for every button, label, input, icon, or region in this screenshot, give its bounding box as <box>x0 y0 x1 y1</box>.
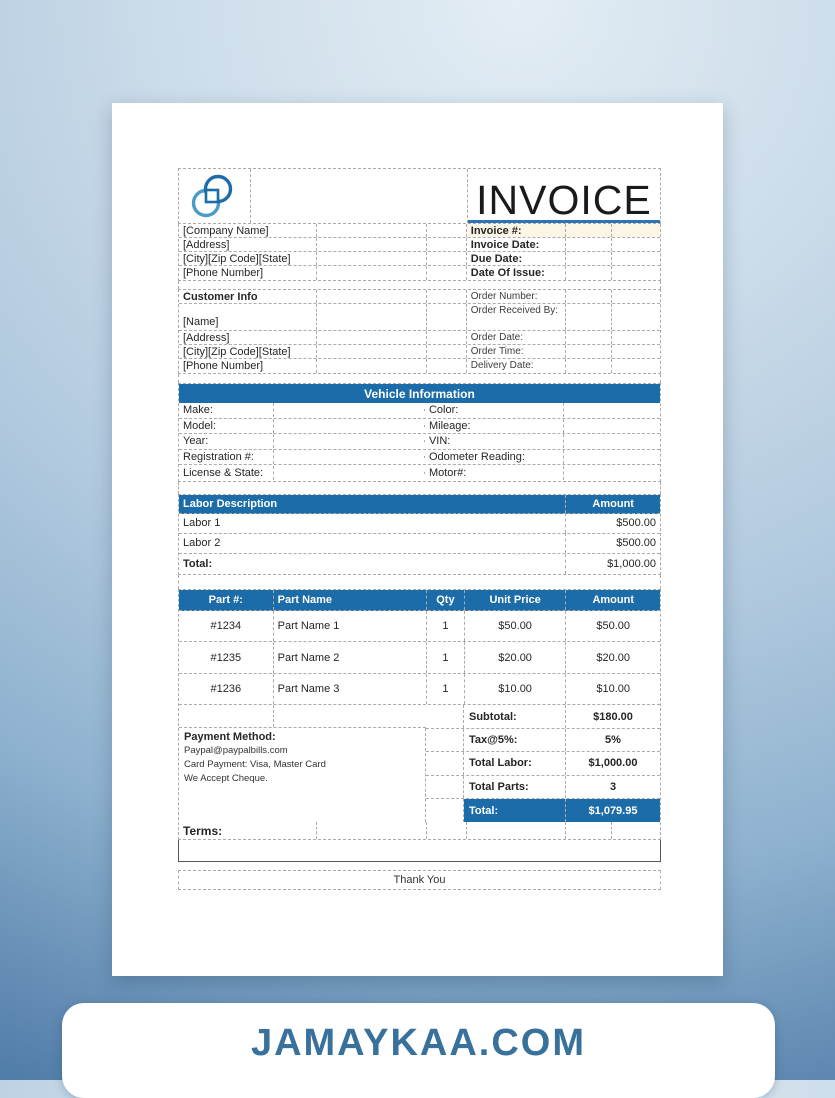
odometer-label: Odometer Reading: <box>425 450 564 464</box>
registration-label: Registration #: <box>179 450 274 464</box>
part-row <box>179 642 660 674</box>
terms-entry-box <box>178 840 661 862</box>
part-amount: $20.00 <box>596 651 631 664</box>
total-parts-value: 3 <box>609 780 617 793</box>
part-name: Part Name 3 <box>274 674 427 705</box>
labor-total-label: Total: <box>179 554 566 574</box>
company-address: [Address] <box>179 238 317 251</box>
part-row <box>179 674 660 706</box>
company-phone: [Phone Number] <box>179 266 317 280</box>
payment-method-block <box>179 728 426 822</box>
total-labor-value: $1,000.00 <box>588 757 638 770</box>
subtotal-value: $180.00 <box>593 710 633 723</box>
payment-line-paypal: Paypal@paypalbills.com <box>184 745 288 757</box>
labor-row <box>179 534 660 554</box>
payment-method-heading: Payment Method: <box>184 731 276 744</box>
part-qty: 1 <box>427 611 465 642</box>
thank-you-row: Thank You <box>178 870 661 890</box>
labor-row <box>179 514 660 534</box>
tax-label: Tax@5%: <box>464 729 566 751</box>
tax-value: 5% <box>605 734 621 747</box>
header-row <box>179 169 660 223</box>
invoice-number-label: Invoice #: <box>467 224 567 237</box>
part-number: #1236 <box>179 674 274 705</box>
part-name-header: Part Name <box>274 590 427 610</box>
site-banner <box>62 1003 775 1098</box>
labor-amount: $500.00 <box>616 517 656 530</box>
labor-total-amount: $1,000.00 <box>607 557 656 570</box>
site-name: JAMAYKAA.COM <box>250 1022 587 1064</box>
mileage-label: Mileage: <box>425 419 564 433</box>
part-name: Part Name 2 <box>274 642 427 673</box>
part-unit-price: $50.00 <box>465 611 567 642</box>
payment-line-card: Card Payment: Visa, Master Card <box>184 759 326 771</box>
customer-name: [Name] <box>179 304 317 330</box>
total-labor-label: Total Labor: <box>464 752 566 774</box>
labor-description: Labor 2 <box>179 533 566 553</box>
company-info-section <box>178 224 661 281</box>
labor-description: Labor 1 <box>179 513 566 533</box>
amount-header: Amount <box>592 593 634 606</box>
delivery-date-label: Delivery Date: <box>467 359 567 373</box>
make-label: Make: <box>179 403 274 417</box>
interlocked-circles-logo-icon <box>189 173 237 221</box>
grand-total-label: Total: <box>464 799 566 822</box>
labor-amount-header: Amount <box>592 497 634 510</box>
part-amount: $10.00 <box>596 683 631 696</box>
header-spacer <box>251 169 468 223</box>
company-name: [Company Name] <box>179 224 317 237</box>
labor-description-header: Labor Description <box>179 495 566 513</box>
invoice-title-cell <box>468 169 660 223</box>
invoice-sheet <box>178 168 661 890</box>
color-label: Color: <box>425 403 564 417</box>
vin-label: VIN: <box>425 434 564 448</box>
part-number-header: Part #: <box>179 590 274 610</box>
order-time-label: Order Time: <box>467 345 567 358</box>
customer-city-zip-state: [City][Zip Code][State] <box>179 345 317 358</box>
customer-info-section <box>178 289 661 374</box>
year-label: Year: <box>179 434 274 448</box>
summary-section <box>179 705 660 822</box>
motor-label: Motor#: <box>425 466 564 480</box>
parts-table <box>178 589 661 840</box>
payment-line-cheque: We Accept Cheque. <box>184 773 268 784</box>
total-parts-label: Total Parts: <box>464 776 566 798</box>
summary-row-subtotal <box>426 705 660 728</box>
part-unit-price: $20.00 <box>465 642 567 673</box>
part-name: Part Name 1 <box>274 611 427 642</box>
part-unit-price: $10.00 <box>465 674 567 705</box>
order-received-by-label: Order Received By: <box>467 304 567 330</box>
invoice-page <box>112 103 723 976</box>
invoice-title: INVOICE <box>476 177 652 223</box>
part-qty: 1 <box>427 642 465 673</box>
labor-total-row <box>179 554 660 574</box>
logo-cell <box>179 169 251 223</box>
summary-row-tax <box>426 729 660 752</box>
subtotal-label: Subtotal: <box>464 705 566 727</box>
vehicle-info-section <box>178 383 661 482</box>
part-amount: $50.00 <box>596 620 631 633</box>
due-date-label: Due Date: <box>467 252 567 265</box>
grand-total-value: $1,079.95 <box>566 799 660 822</box>
invoice-date-label: Invoice Date: <box>467 238 567 251</box>
date-of-issue-label: Date Of Issue: <box>467 266 567 280</box>
qty-header: Qty <box>427 590 465 610</box>
summary-row-total-parts <box>426 776 660 799</box>
company-city-zip-state: [City][Zip Code][State] <box>179 252 317 265</box>
part-qty: 1 <box>427 674 465 705</box>
order-number-label: Order Number: <box>467 290 567 303</box>
part-number: #1234 <box>179 611 274 642</box>
customer-info-heading: Customer Info <box>179 290 317 303</box>
license-state-label: License & State: <box>179 466 274 480</box>
terms-row <box>179 822 660 839</box>
part-row <box>179 611 660 643</box>
terms-label: Terms: <box>179 822 317 839</box>
labor-amount: $500.00 <box>616 537 656 550</box>
summary-row-total-labor <box>426 752 660 775</box>
unit-price-header: Unit Price <box>465 590 567 610</box>
order-date-label: Order Date: <box>467 331 567 344</box>
summary-row-grand-total <box>426 799 660 822</box>
customer-phone: [Phone Number] <box>179 359 317 373</box>
labor-table <box>178 494 661 575</box>
model-label: Model: <box>179 419 274 433</box>
part-number: #1235 <box>179 642 274 673</box>
customer-address: [Address] <box>179 331 317 344</box>
vehicle-info-banner: Vehicle Information <box>179 384 660 403</box>
